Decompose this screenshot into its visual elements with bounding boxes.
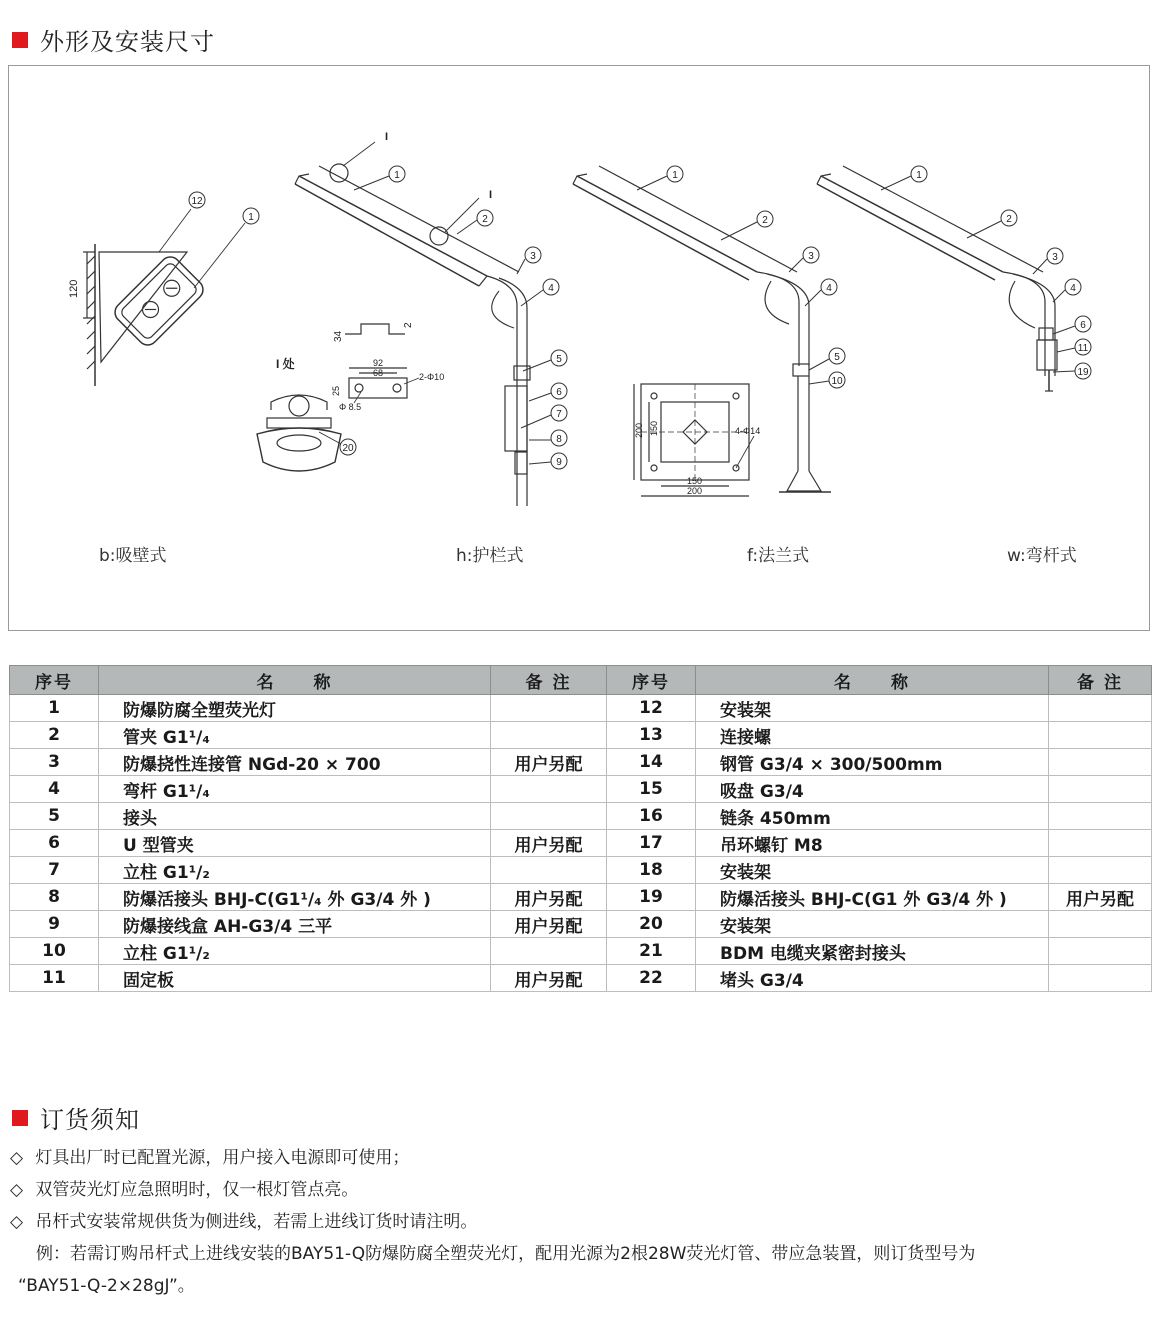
bent-pole-mount-drawing [817,166,1057,391]
order-note [10,1206,477,1238]
seq-cell: 17 [607,830,696,857]
note-cell [491,776,607,803]
callout-h-1: 1 [394,170,400,181]
callout-h-8: 8 [556,434,562,445]
callout-1: 1 [248,212,254,223]
caption-flange-mount: f:法兰式 [747,546,810,566]
section-header-dimensions [12,22,215,57]
callout-w-11: 11 [1077,343,1089,354]
callout-w-6: 6 [1080,320,1086,331]
note-cell: 用户另配 [491,884,607,911]
guardrail-callouts [354,166,567,469]
flange-mount-drawing [573,166,831,492]
table-row [10,965,1152,992]
guardrail-mount-drawing [295,131,530,506]
note-cell [491,857,607,884]
callout-w-3: 3 [1052,252,1058,263]
seq-cell: 3 [10,749,99,776]
order-note-text: 吊杆式安装常规供货为侧进线，若需上进线订货时请注明。 [35,1212,478,1232]
callout-w-19: 19 [1077,367,1089,378]
dim-34-label: 34 [333,330,344,342]
parts-table [9,665,1152,992]
header-seq-right: 序号 [607,666,696,695]
detail-marker-i-2: I [489,189,493,201]
name-cell: 吸盘 G3/4 [696,776,1049,803]
callout-h-7: 7 [556,409,562,420]
note-cell [1049,803,1152,830]
note-cell: 用户另配 [491,911,607,938]
name-cell: 弯杆 G1¹/₄ [99,776,491,803]
seq-cell: 18 [607,857,696,884]
seq-cell: 13 [607,722,696,749]
section-title: 订货须知 [40,1106,140,1134]
note-cell [1049,911,1152,938]
seq-cell: 4 [10,776,99,803]
note-cell: 用户另配 [491,965,607,992]
seq-cell: 14 [607,749,696,776]
dim-92-label: 92 [373,358,384,368]
callout-h-2: 2 [482,214,488,225]
callout-h-5: 5 [556,354,562,365]
name-cell: 连接螺 [696,722,1049,749]
callout-h-3: 3 [530,251,536,262]
name-cell: 防爆活接头 BHJ-C(G1¹/₄ 外 G3/4 外 ) [99,884,491,911]
callout-f-10: 10 [831,376,843,387]
seq-cell: 10 [10,938,99,965]
seq-cell: 5 [10,803,99,830]
callout-h-6: 6 [556,387,562,398]
callout-12: 12 [191,196,203,207]
order-notes-list [10,1142,477,1238]
seq-cell: 15 [607,776,696,803]
seq-cell: 16 [607,803,696,830]
note-cell [1049,965,1152,992]
callout-w-4: 4 [1070,283,1076,294]
seq-cell: 7 [10,857,99,884]
dim-200-horizontal: 200 [687,486,703,496]
seq-cell: 19 [607,884,696,911]
note-cell [491,938,607,965]
callout-h-9: 9 [556,457,562,468]
name-cell: 安装架 [696,911,1049,938]
note-cell [1049,722,1152,749]
dim-phi14-label: 4-Φ14 [735,426,761,436]
seq-cell: 11 [10,965,99,992]
name-cell: 安装架 [696,695,1049,722]
parts-table-body [10,695,1152,992]
dim-150-horizontal: 150 [687,476,703,486]
callout-w-1: 1 [916,170,922,181]
section-marker [12,32,28,48]
caption-wall-mount: b:吸壁式 [99,546,167,566]
seq-cell: 1 [10,695,99,722]
seq-cell: 22 [607,965,696,992]
table-row [10,884,1152,911]
name-cell: 接头 [99,803,491,830]
table-row [10,830,1152,857]
diamond-bullet-icon: ◇ [10,1180,24,1200]
detail-marker-i-1: I [385,131,389,143]
dim-2-label: 2 [403,322,414,328]
callout-f-5: 5 [834,352,840,363]
installation-diagram-panel [8,65,1150,631]
dim-phi85-label: Φ 8.5 [339,402,362,412]
note-cell [491,803,607,830]
dim-200-vertical: 200 [634,422,644,438]
callout-20: 20 [342,443,354,454]
order-example [18,1238,1138,1302]
table-row [10,857,1152,884]
callout-f-2: 2 [762,215,768,226]
seq-cell: 2 [10,722,99,749]
seq-cell: 6 [10,830,99,857]
order-note-text: 双管荧光灯应急照明时，仅一根灯管点亮。 [35,1180,359,1200]
note-cell [1049,695,1152,722]
seq-cell: 12 [607,695,696,722]
name-cell: 防爆活接头 BHJ-C(G1 外 G3/4 外 ) [696,884,1049,911]
caption-guardrail-mount: h:护栏式 [456,546,524,566]
callout-w-2: 2 [1006,214,1012,225]
name-cell: 钢管 G3/4 × 300/500mm [696,749,1049,776]
wall-mount-drawing [68,192,259,386]
name-cell: 立柱 G1¹/₂ [99,857,491,884]
name-cell: 吊环螺钉 M8 [696,830,1049,857]
note-cell [491,695,607,722]
table-header-row [10,666,1152,695]
header-seq-left: 序号 [10,666,99,695]
diamond-bullet-icon: ◇ [10,1148,24,1168]
header-note-right: 备 注 [1049,666,1152,695]
dim-150-vertical: 150 [649,420,659,436]
name-cell: 管夹 G1¹/₄ [99,722,491,749]
seq-cell: 21 [607,938,696,965]
order-note-text: 灯具出厂时已配置光源，用户接入电源即可使用； [35,1148,410,1168]
table-row [10,938,1152,965]
name-cell: 立柱 G1¹/₂ [99,938,491,965]
seq-cell: 9 [10,911,99,938]
detail-i-drawing [257,322,444,471]
table-row [10,803,1152,830]
table-row [10,776,1152,803]
header-note-left: 备 注 [491,666,607,695]
callout-f-3: 3 [808,251,814,262]
order-example-line-2: “BAY51-Q-2×28gJ”。 [18,1276,195,1296]
note-cell [1049,938,1152,965]
name-cell: 防爆接线盒 AH-G3/4 三平 [99,911,491,938]
dim-120-label: 120 [68,279,80,298]
header-name-right: 名 称 [696,666,1049,695]
order-note [10,1174,477,1206]
name-cell: 安装架 [696,857,1049,884]
caption-bent-pole-mount: w:弯杆式 [1007,546,1077,566]
name-cell: U 型管夹 [99,830,491,857]
name-cell: 防爆挠性连接管 NGd-20 × 700 [99,749,491,776]
callout-f-4: 4 [826,283,832,294]
name-cell: BDM 电缆夹紧密封接头 [696,938,1049,965]
note-cell: 用户另配 [491,830,607,857]
name-cell: 堵头 G3/4 [696,965,1049,992]
installation-drawing [9,66,1151,632]
table-row [10,749,1152,776]
callout-h-4: 4 [548,283,554,294]
callout-f-1: 1 [672,170,678,181]
name-cell: 固定板 [99,965,491,992]
table-row [10,695,1152,722]
note-cell [1049,749,1152,776]
table-row [10,911,1152,938]
order-note [10,1142,477,1174]
note-cell: 用户另配 [1049,884,1152,911]
detail-heading: I 处 [276,357,295,371]
note-cell [491,722,607,749]
note-cell: 用户另配 [491,749,607,776]
seq-cell: 8 [10,884,99,911]
diamond-bullet-icon: ◇ [10,1212,24,1232]
section-marker [12,1110,28,1126]
order-example-line-1: 例：若需订购吊杆式上进线安装的BAY51-Q防爆防腐全塑荧光灯，配用光源为2根28W荧光灯管、带应急装置，则订货型号为 [36,1244,976,1264]
note-cell [1049,776,1152,803]
note-cell [1049,857,1152,884]
note-cell [1049,830,1152,857]
table-row [10,722,1152,749]
section-header-order [12,1100,140,1135]
name-cell: 链条 450mm [696,803,1049,830]
dim-25-label: 25 [331,385,341,396]
dim-phi10-label: 2-Φ10 [419,372,445,382]
seq-cell: 20 [607,911,696,938]
dim-68-label: 68 [373,368,384,378]
name-cell: 防爆防腐全塑荧光灯 [99,695,491,722]
header-name-left: 名 称 [99,666,491,695]
section-title: 外形及安装尺寸 [40,28,215,56]
